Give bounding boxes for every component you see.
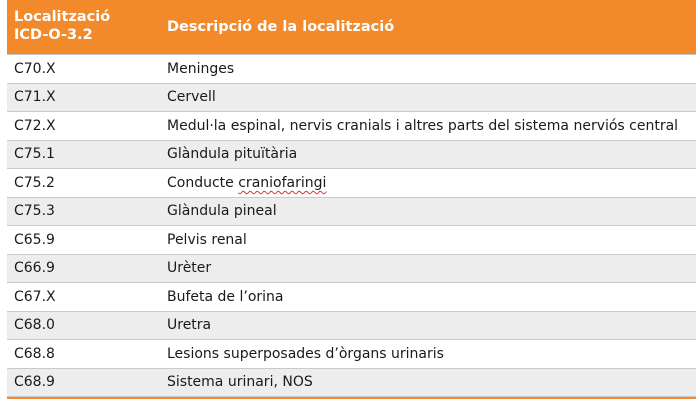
table-row — [7, 369, 696, 398]
header-location-code — [7, 0, 158, 54]
table-row — [7, 312, 696, 341]
row-code: C68.9 — [14, 374, 55, 391]
row-description: Meninges — [167, 60, 235, 77]
table-row — [7, 141, 696, 170]
table-header — [7, 0, 696, 55]
row-code: C70.X — [14, 60, 56, 77]
header-location-line2: ICD-O-3.2 — [14, 27, 93, 43]
row-code: C65.9 — [14, 231, 55, 248]
row-code: C75.1 — [14, 146, 55, 163]
table-row — [7, 169, 696, 198]
table-row — [7, 84, 696, 113]
row-description-prefix: Conducte — [167, 174, 239, 191]
location-table — [7, 0, 696, 399]
table-row — [7, 255, 696, 284]
row-description: Medul·la espinal, nervis cranials i altres parts del sistema nerviós central — [167, 117, 679, 134]
row-description: Glàndula pituïtària — [167, 146, 298, 163]
header-location-line1: Localització — [14, 9, 111, 25]
table-row — [7, 198, 696, 227]
row-code: C71.X — [14, 89, 56, 106]
row-description: Lesions superposades d’òrgans urinaris — [167, 345, 444, 362]
row-description: Pelvis renal — [167, 231, 247, 248]
row-description: Sistema urinari, NOS — [167, 374, 313, 391]
table-row — [7, 340, 696, 369]
table-row — [7, 112, 696, 141]
header-description: Descripció de la localització — [167, 19, 395, 35]
row-description: Cervell — [167, 89, 216, 106]
row-code: C75.2 — [14, 174, 55, 191]
row-code: C68.8 — [14, 345, 55, 362]
row-description: Urèter — [167, 260, 212, 277]
row-code: C66.9 — [14, 260, 55, 277]
table-row — [7, 283, 696, 312]
table-bottom-border — [7, 397, 696, 399]
row-description: Glàndula pineal — [167, 203, 277, 220]
spellcheck-flagged-word: craniofaringi — [238, 174, 327, 191]
row-code: C68.0 — [14, 317, 55, 334]
row-code: C72.X — [14, 117, 56, 134]
table-row — [7, 226, 696, 255]
table-row — [7, 55, 696, 84]
row-description: Bufeta de l’orina — [167, 288, 284, 305]
row-description — [158, 175, 696, 191]
row-code: C67.X — [14, 288, 56, 305]
row-code: C75.3 — [14, 203, 55, 220]
row-description: Uretra — [167, 317, 212, 334]
